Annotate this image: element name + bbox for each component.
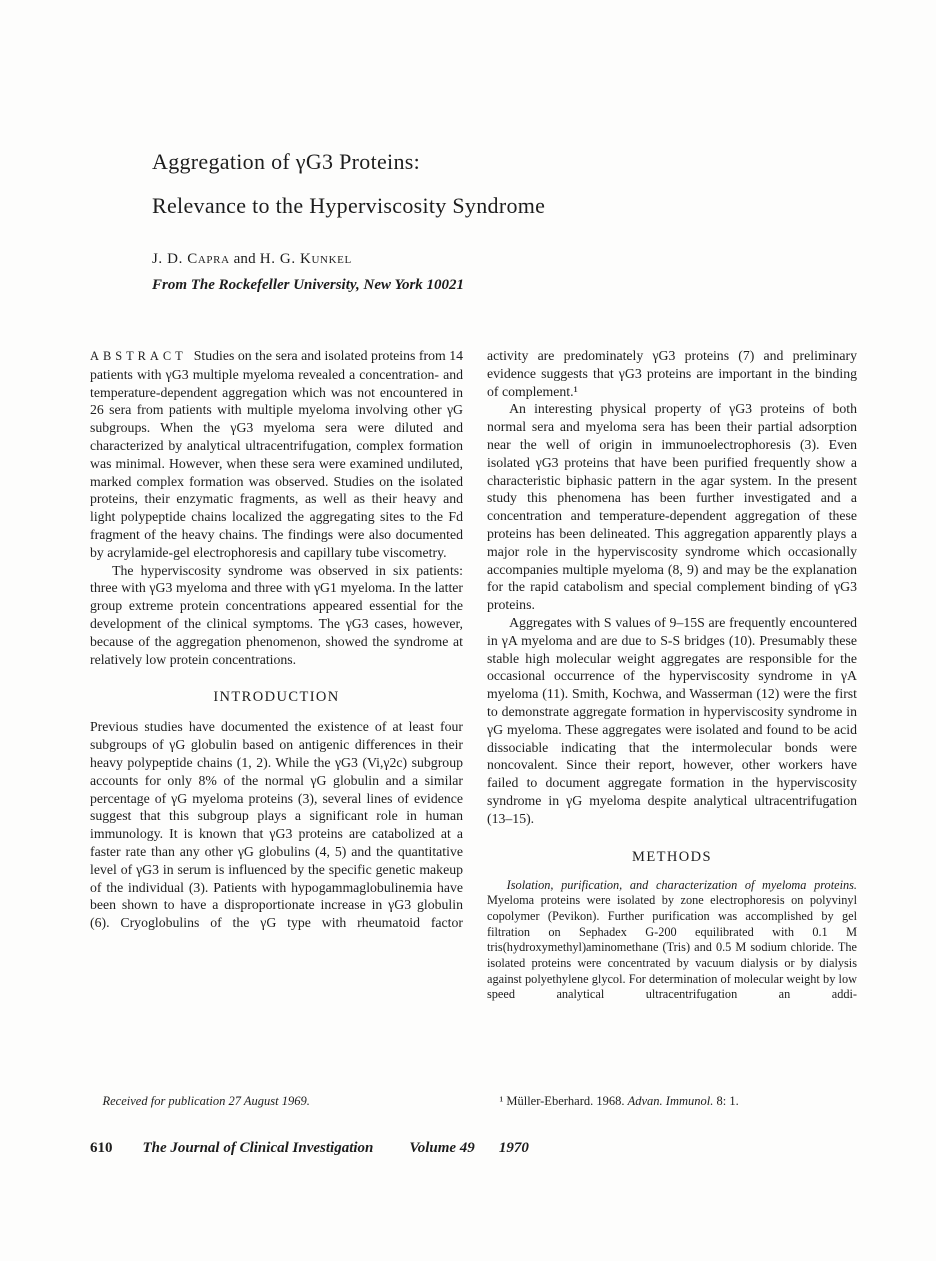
methods-paragraph-1 bbox=[487, 878, 857, 1004]
reference-footnote-1 bbox=[487, 1094, 857, 1110]
title-block bbox=[152, 148, 792, 294]
paper-title-line-2: Relevance to the Hyperviscosity Syndrome bbox=[152, 193, 546, 218]
footnote-1-prefix: ¹ Müller-Eberhard. 1968. bbox=[499, 1094, 628, 1109]
right-paragraph-1: activity are predominately γG3 proteins (7) and preliminary evidence suggests that γG3 proteins are important in the binding of complement.¹ bbox=[487, 348, 857, 399]
footnote-1-journal: Advan. Immunol. bbox=[627, 1094, 714, 1109]
introduction-heading: INTRODUCTION bbox=[213, 689, 340, 706]
author-conjunction: and bbox=[229, 251, 260, 267]
abstract-paragraph-2: The hyperviscosity syndrome was observed in six patients: three with γG3 myeloma and three with γG1 myeloma. In the latter group extreme protein concentrations appeared essential for the development of the clinical symptoms. The γG3 cases, however, because of the aggregation phenomenon, showed the syndrome at relatively low protein concentrations. bbox=[90, 562, 463, 667]
methods-text: Myeloma proteins were isolated by zone electrophoresis on polyvinyl copolymer (Pevikon). Further purification was accomplished by gel filtration on Sephadex G-200 equilibrated with 0.1 M tris(hydroxymethyl)aminomethane (Tris) and 0.5 M sodium chloride. The isolated proteins were concentrated by vacuum dialysis or by dialysis against polyethylene glycol. For determination of molecular weight by low speed analytical ultracentrifugation an addi- bbox=[487, 893, 857, 1002]
page-number: 610 bbox=[90, 1140, 113, 1156]
authors-line bbox=[152, 251, 792, 268]
affiliation-line: From The Rockefeller University, New York 10021 bbox=[152, 277, 465, 293]
journal-name: The Journal of Clinical Investigation bbox=[142, 1140, 374, 1156]
right-column bbox=[487, 347, 857, 1110]
year-label: 1970 bbox=[498, 1140, 529, 1156]
paper-title-line-1: Aggregation of γG3 Proteins: bbox=[152, 149, 421, 174]
methods-lead-sentence: Isolation, purification, and characterization of myeloma proteins. bbox=[506, 877, 857, 892]
left-column bbox=[90, 347, 463, 1110]
author-1: J. D. Capra bbox=[152, 251, 230, 267]
abstract-text-1: Studies on the sera and isolated proteins from 14 patients with γG3 multiple myeloma revealed a concentration- and temperature-dependent aggregation which was not encountered in 26 sera from patients with multiple myeloma involving other γG subgroups. When the γG3 myeloma sera were diluted and characterized by analytical ultracentrifugation, complex formation was minimal. However, when these sera were examined undiluted, marked complex formation was observed. Studies on the isolated proteins, their enzymatic fragments, as well as their heavy and light polypeptide chains localized the aggregating sites to the Fd fragment of the heavy chains. The findings were also documented by acrylamide-gel electrophoresis and capillary tube viscometry. bbox=[90, 348, 463, 560]
right-paragraph-3: Aggregates with S values of 9–15S are frequently encountered in γA myeloma and are due to S-S bridges (10). Presumably these stable high molecular weight aggregates are responsible for the occasional occurrence of the hyperviscosity syndrome in γA myeloma (11). Smith, Kochwa, and Wasserman (12) were the first to demonstrate aggregate formation in hyperviscosity syndrome in γG myeloma. These aggregates were isolated and found to be acid dissociable indicating that the intermolecular bonds were noncovalent. Since their report, however, other workers have failed to document aggregate formation in the hyperviscosity syndrome in γG myeloma despite analytical ultracentrifugation (13–15). bbox=[487, 614, 857, 826]
volume-label: Volume 49 bbox=[409, 1140, 475, 1156]
introduction-paragraph-1: Previous studies have documented the existence of at least four subgroups of γG globulin based on antigenic differences in their heavy polypeptide chains (1, 2). While the γG3 (Vi,γ2c) subgroup accounts for only 8% of the normal γG globulin and a similar percentage of γG myeloma proteins (3), several lines of evidence suggest that this subgroup plays a significant role in human immunology. It is known that γG3 proteins are catabolized at a faster rate than any other γG globulins (4, 5) and the quantitative level of γG3 in serum is influenced by the specific genetic makeup of the individual (3). Patients with hypogammaglobulinemia have been shown to have a disproportionate increase in γG3 globulin (6). Cryoglobulins of the γG type with rheumatoid factor bbox=[90, 719, 463, 931]
author-2: H. G. Kunkel bbox=[259, 251, 352, 267]
footnote-1-pages: 8: 1. bbox=[713, 1094, 739, 1109]
right-paragraph-2: An interesting physical property of γG3 proteins of both normal sera and myeloma sera has been their partial adsorption near the well of origin in immunoelectrophoresis (3). Even isolated γG3 proteins that have been purified frequently show a characteristic biphasic pattern in the agar system. In the present study this phenomena has been further investigated and a concentration and temperature-dependent aggregation of these proteins has been delineated. This aggregation apparently plays a major role in the hyperviscosity syndrome which occasionally accompanies multiple myeloma (8, 9) and may be the explanation for the rapid catabolism and special complement binding of γG3 proteins. bbox=[487, 401, 857, 613]
received-footnote: Received for publication 27 August 1969. bbox=[102, 1094, 310, 1109]
abstract-label: ABSTRACT bbox=[90, 349, 187, 363]
methods-heading: METHODS bbox=[632, 848, 712, 865]
abstract-paragraph-1 bbox=[90, 347, 463, 562]
page-footer bbox=[90, 1140, 529, 1157]
